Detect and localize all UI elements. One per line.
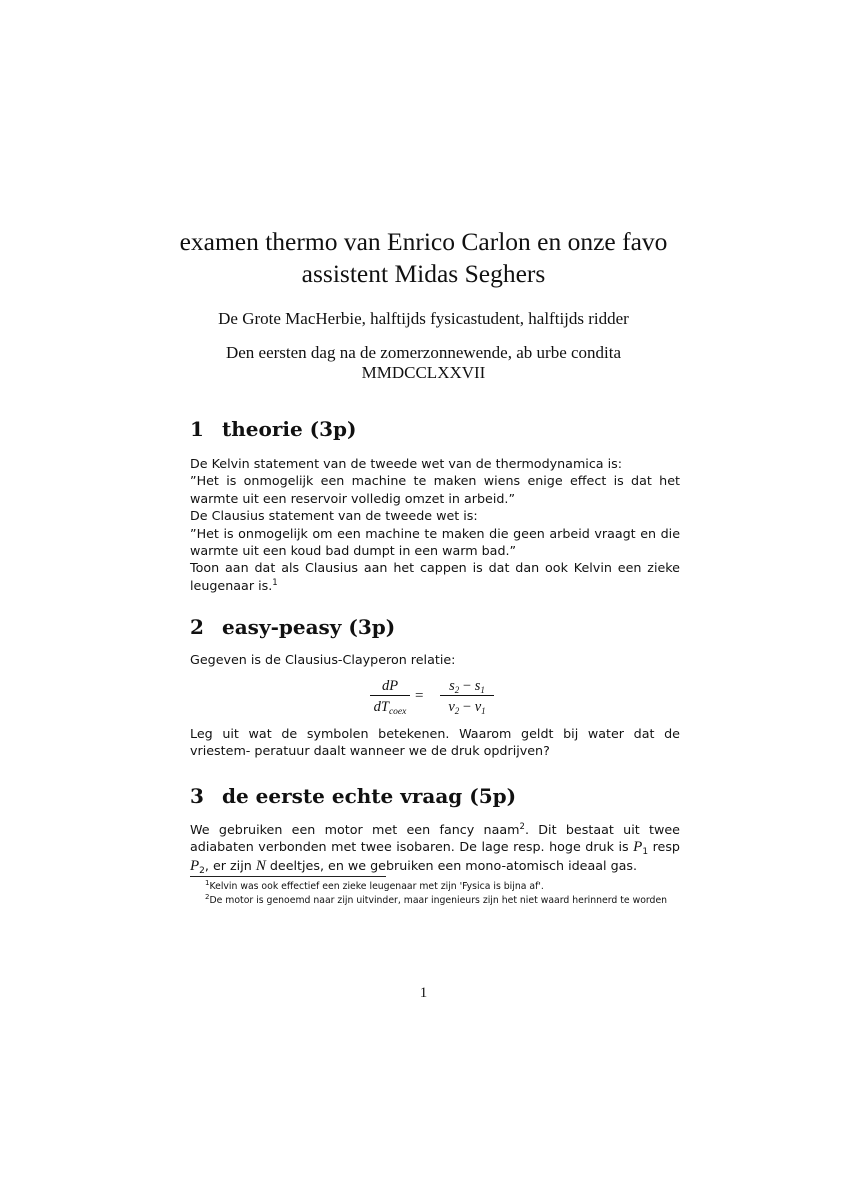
footnote-ref-2: 2: [519, 822, 525, 832]
subscript-2: 2: [199, 865, 205, 876]
minus-sign: −: [459, 699, 475, 715]
author-line: De Grote MacHerbie, halftijds fysicastudent, halftijds ridder: [218, 309, 629, 328]
symbol-n: N: [255, 857, 266, 874]
text-run: , er zijn: [204, 857, 256, 873]
minus-sign: −: [459, 678, 475, 694]
document-title: [150, 226, 697, 290]
footnote-2: [190, 894, 680, 908]
section-title: easy-peasy (3p): [222, 615, 396, 639]
footnote-ref-1: 1: [272, 577, 278, 588]
kelvin-intro: De Kelvin statement van de tweede wet van de thermodynamica is:: [190, 456, 623, 471]
sym-v: v: [474, 699, 482, 715]
lhs-numerator: dP: [381, 678, 399, 694]
section-1-body: [190, 455, 680, 594]
equals-sign: =: [415, 688, 424, 704]
rhs-denominator: [440, 696, 494, 716]
section-title: de eerste echte vraag (5p): [222, 784, 517, 808]
footnote-mark: 1: [205, 879, 210, 887]
section-2-intro: Gegeven is de Clausius-Clayperon relatie:: [190, 652, 456, 667]
section-2-heading: [190, 614, 395, 640]
footnote-rule: [190, 876, 386, 877]
date-line: [150, 343, 697, 383]
section-number: 3: [190, 784, 204, 808]
footnotes: [190, 880, 680, 908]
section-2-body: Leg uit wat de symbolen betekenen. Waarom geldt bij water dat de vriestem- peratuur daalt wanneer we de druk opdrijven?: [190, 726, 680, 759]
lhs-den-symbol: dT: [373, 699, 389, 715]
clausius-clapeyron-equation: [370, 677, 500, 721]
text-run: . Dit bestaat uit twee adiabaten verbonden met twee isobaren. De lage resp. hoge druk is: [190, 822, 680, 855]
title-line-2: assistent Midas Seghers: [301, 259, 546, 288]
title-line-1: examen thermo van Enrico Carlon en onze favo: [179, 227, 668, 256]
text-run: resp: [648, 839, 680, 855]
footnote-mark: 2: [205, 893, 210, 901]
symbol-p: P: [190, 857, 200, 874]
sub: 2: [454, 706, 460, 716]
clausius-statement: ”Het is onmogelijk om een machine te maken die geen arbeid vraagt en die warmte uit een koud bad dumpt in een warm bad.”: [190, 525, 680, 559]
sym-v: v: [448, 699, 455, 715]
rhs-numerator: [440, 677, 494, 695]
task-text: Toon aan dat als Clausius aan het cappen is dat dan ook Kelvin een zieke leugenaar is.: [190, 560, 680, 593]
sub: 1: [480, 685, 485, 695]
footnote-text: De motor is genoemd naar zijn uitvinder, maar ingenieurs zijn het niet waard herinnerd te worden: [209, 895, 668, 906]
section-3-heading: [190, 783, 516, 809]
footnote-1: [190, 880, 680, 894]
section-1-heading: [190, 416, 357, 442]
sym-s: s: [474, 678, 481, 694]
coex-subscript: coex: [388, 707, 407, 717]
date-line-1: Den eersten dag na de zomerzonnewende, ab urbe condita: [225, 343, 622, 362]
text-run: We gebruiken een motor met een fancy naam: [190, 822, 520, 837]
clausius-intro: De Clausius statement van de tweede wet is:: [190, 508, 478, 524]
rhs-fraction: [440, 677, 494, 716]
task-statement: [190, 559, 680, 594]
symbol-p: P: [633, 839, 643, 856]
section-number: 2: [190, 615, 204, 639]
section-number: 1: [190, 417, 204, 441]
date-line-2: MMDCCLXXVII: [361, 363, 486, 382]
section-title: theorie (3p): [222, 417, 357, 441]
sub: 1: [481, 706, 486, 716]
page-number: 1: [419, 985, 428, 1001]
lhs-denominator: [370, 696, 410, 716]
kelvin-statement: ”Het is onmogelijk een machine te maken wiens enige effect is dat het warmte uit een reservoir volledig omzet in arbeid.”: [190, 473, 680, 506]
text-run: deeltjes, en we gebruiken een mono-atomisch ideaal gas.: [265, 857, 638, 873]
section-3-body: [190, 821, 680, 875]
sym-s: s: [449, 678, 455, 694]
subscript-1: 1: [642, 847, 649, 858]
sub: 2: [454, 685, 460, 695]
lhs-fraction: [370, 677, 410, 716]
footnote-text: Kelvin was ook effectief een zieke leugenaar met zijn 'Fysica is bijna af'.: [209, 881, 544, 892]
